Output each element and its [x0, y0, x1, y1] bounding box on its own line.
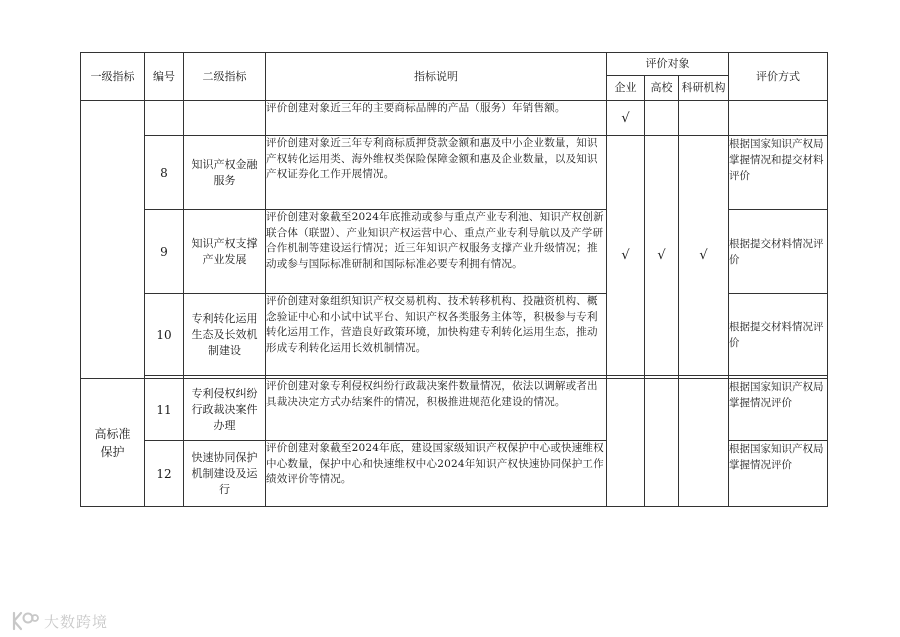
indicator-description: 评价创建对象截至2024年底，建设国家级知识产权保护中心或快速维权中心数量，保护中心和快速维权中心2024年知识产权快速协同保护工作绩效评价等情况。 [266, 441, 607, 507]
table-row [81, 101, 828, 136]
level2-indicator: 知识产权金融 服务 [184, 136, 266, 210]
target-enterprise-check: √ [607, 136, 645, 376]
brand-logo-icon [10, 610, 40, 632]
evaluation-method: 根据国家知识产权局掌握情况评价 [729, 379, 828, 441]
table-row [81, 379, 828, 441]
evaluation-method: 根据国家知识产权局掌握情况评价 [729, 441, 828, 507]
watermark [10, 610, 108, 632]
level2-indicator: 专利转化运用 生态及长效机 制建设 [184, 294, 266, 376]
target-enterprise-cell [607, 379, 645, 507]
header-evaluation-targets: 评价对象 [607, 53, 729, 76]
level1-cell-continued [81, 101, 145, 379]
watermark-text: 大数跨境 [44, 612, 109, 631]
row-number: 8 [145, 136, 184, 210]
level1-indicator-high-standard-protection: 高标准 保护 [81, 379, 145, 507]
evaluation-method: 根据国家知识产权局掌握情况和提交材料评价 [729, 136, 828, 210]
target-research-cell [679, 379, 729, 507]
header-number: 编号 [145, 53, 184, 101]
evaluation-method: 根据提交材料情况评价 [729, 210, 828, 294]
header-evaluation-method: 评价方式 [729, 53, 828, 101]
indicator-description: 评价创建对象组织知识产权交易机构、技术转移机构、投融资机构、概念验证中心和小试中试平台、知识产权各类服务主体等，积极参与专利转化运用工作，营造良好政策环境，加快构建专利转化运用生态，推动形成专利转化运用长效机制情况。 [266, 294, 607, 376]
target-research-check [679, 101, 729, 136]
table-row [81, 136, 828, 210]
level2-indicator [184, 101, 266, 136]
target-university-cell [645, 379, 679, 507]
header-level1-indicator: 一级指标 [81, 53, 145, 101]
row-number: 10 [145, 294, 184, 376]
evaluation-index-table [80, 52, 828, 507]
level2-indicator: 快速协同保护 机制建设及运 行 [184, 441, 266, 507]
target-university-check [645, 101, 679, 136]
evaluation-method [729, 101, 828, 136]
row-number [145, 101, 184, 136]
evaluation-method: 根据提交材料情况评价 [729, 294, 828, 376]
level2-indicator: 知识产权支撑 产业发展 [184, 210, 266, 294]
level2-indicator: 专利侵权纠纷 行政裁决案件 办理 [184, 379, 266, 441]
target-university-check: √ [645, 136, 679, 376]
row-number: 9 [145, 210, 184, 294]
header-target-enterprise: 企业 [607, 76, 645, 101]
indicator-description: 评价创建对象截至2024年底推动或参与重点产业专利池、知识产权创新联合体（联盟）、产业知识产权运营中心、重点产业专利导航以及产学研合作机制等建设运行情况；近三年知识产权服务支撑产业升级情况；推动或参与国际标准研制和国际标准必要专利拥有情况。 [266, 210, 607, 294]
row-number: 11 [145, 379, 184, 441]
header-level2-indicator: 二级指标 [184, 53, 266, 101]
target-research-check: √ [679, 136, 729, 376]
indicator-description: 评价创建对象专利侵权纠纷行政裁决案件数量情况，依法以调解或者出具裁决决定方式办结案件的情况，积极推进规范化建设的情况。 [266, 379, 607, 441]
header-description: 指标说明 [266, 53, 607, 101]
row-number: 12 [145, 441, 184, 507]
indicator-description: 评价创建对象近三年的主要商标品牌的产品（服务）年销售额。 [266, 101, 607, 136]
indicator-description: 评价创建对象近三年专利商标质押贷款金额和惠及中小企业数量，知识产权转化运用类、海外维权类保险保障金额和惠及企业数量，以及知识产权证券化工作开展情况。 [266, 136, 607, 210]
target-enterprise-check: √ [607, 101, 645, 136]
header-target-research: 科研机构 [679, 76, 729, 101]
header-target-university: 高校 [645, 76, 679, 101]
